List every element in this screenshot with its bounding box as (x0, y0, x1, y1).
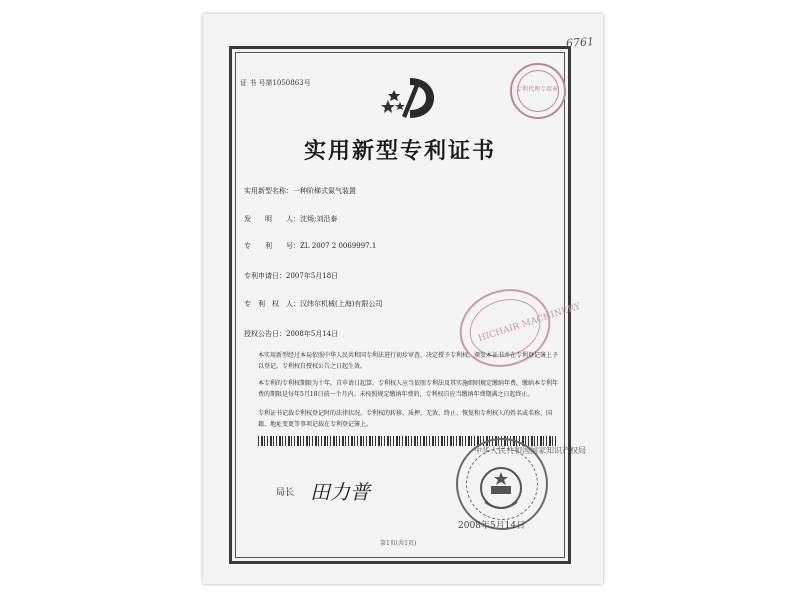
body-paragraph: 专利证书记载专利权登记时的法律状况。专利权的转移、质押、无效、终止、恢复和专利权人的姓名或名称、国籍、地址变更等事项记载在专利登记簿上。 (258, 410, 553, 428)
national-emblem-icon (473, 462, 529, 516)
field-label: 专 利 权 人： (244, 300, 300, 308)
company-seal-text: HICHAIR MACHINERY (477, 301, 582, 345)
director-label: 局长 (276, 488, 295, 498)
handwritten-note: 6761 (565, 35, 595, 50)
field-grant-date (244, 329, 338, 339)
field-application-date (244, 271, 338, 281)
issue-date: 2008年5月14日 (458, 521, 526, 531)
body-paragraph: 本专利的专利权期限为十年，自申请日起算。专利权人应当依照专利法及其实施细则规定缴纳年费。缴纳本专利年费的期限是每年5月18日前一个月内。未按照规定缴纳年费的，专利权自应当缴纳年费期满之日起终止。 (258, 380, 559, 398)
field-label: 专利申请日： (244, 272, 286, 280)
field-label: 专 利 号： (244, 242, 300, 250)
field-utility-model-name (244, 186, 356, 196)
field-inventor (244, 214, 337, 224)
field-label: 授权公告日： (244, 330, 286, 338)
page-number: 第1页(共1页) (380, 540, 417, 547)
field-patent-number (244, 241, 376, 251)
office-seal-text: 中华人民共和国国家知识产权局 (474, 446, 586, 455)
field-patentee (244, 299, 382, 309)
field-label: 发 明 人： (244, 215, 300, 223)
patent-office-logo-icon (380, 72, 438, 124)
agency-seal-text: 专利代理专用章 (516, 86, 559, 93)
field-value: 2007年5月18日 (286, 272, 339, 280)
field-value: ZL 2007 2 0069997.1 (300, 242, 377, 250)
director-signature: 田力普 (310, 480, 370, 504)
body-paragraph: 本实用新型经过本局依照中华人民共和国专利法进行初步审查，决定授予专利权，颁发本证书并在专利登记簿上予以登记。专利权自授权公告之日起生效。 (258, 352, 559, 370)
field-value: 2008年5月14日 (286, 330, 339, 338)
certificate-number: 证 书 号第1050863号 (240, 79, 311, 87)
field-label: 实用新型名称： (244, 187, 293, 195)
field-value: 一种阶梯式氮气装置 (293, 187, 356, 195)
field-value: 沈炀;刘沿泰 (300, 215, 338, 223)
field-value: 汉纬尔机械(上海)有限公司 (300, 300, 383, 308)
certificate-title: 实用新型专利证书 (303, 138, 496, 164)
